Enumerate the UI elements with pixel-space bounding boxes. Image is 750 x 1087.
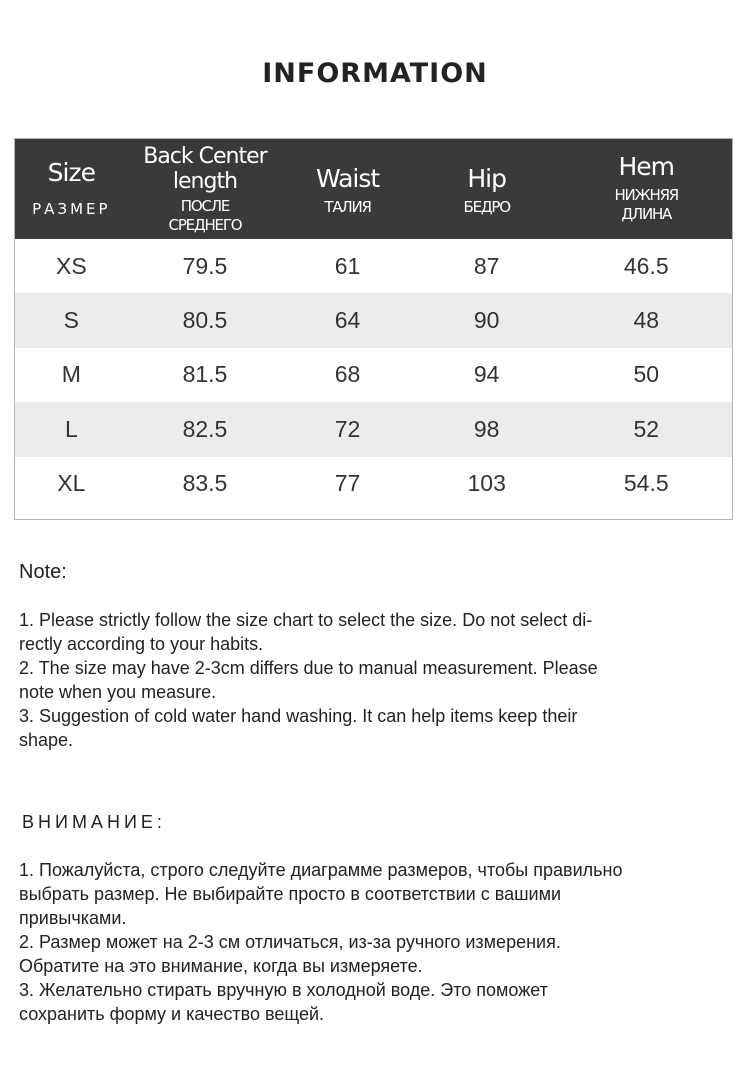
- cell-back-center-length: 81.5: [182, 361, 228, 388]
- russian-note-line: 1. Пожалуйста, строго следуйте диаграмме размеров, чтобы правильно: [19, 860, 623, 880]
- page-title: INFORMATION: [262, 58, 488, 89]
- note-line: 3. Suggestion of cold water hand washing. It can help items keep their: [19, 706, 578, 726]
- cell-waist: 68: [334, 361, 361, 388]
- cell-hip: 87: [473, 252, 500, 279]
- cell-back-center-length: 79.5: [182, 252, 228, 279]
- table-row: [15, 293, 732, 347]
- russian-note-line: 3. Желательно стирать вручную в холодной воде. Это поможет: [19, 980, 548, 1000]
- cell-hip: 103: [467, 470, 506, 497]
- cell-hem: 54.5: [623, 470, 669, 497]
- cell-hem: 50: [633, 361, 660, 388]
- note-heading: Note:: [19, 561, 67, 583]
- header-size-ru: РАЗМЕР: [32, 199, 111, 218]
- cell-hip: 94: [473, 361, 500, 388]
- cell-hip: 98: [473, 415, 500, 442]
- table-header: [15, 139, 732, 239]
- cell-size: XL: [57, 470, 86, 497]
- cell-size: M: [61, 361, 81, 388]
- header-hip-ru: БЕДРО: [463, 197, 510, 216]
- table-row: [15, 402, 732, 456]
- header-waist-ru: ТАЛИЯ: [324, 197, 371, 216]
- header-waist-label: Waist: [315, 163, 380, 193]
- russian-note-body: [19, 858, 731, 1026]
- cell-waist: 72: [334, 415, 361, 442]
- note-line: note when you measure.: [19, 682, 217, 702]
- header-size-label: Size: [47, 157, 95, 187]
- table-bottom-padding: [15, 511, 732, 519]
- russian-note-line: 2. Размер может на 2-3 см отличаться, из-за ручного измерения.: [19, 932, 561, 952]
- header-back-center-length-ru: ПОСЛЕ СРЕДНЕГО: [168, 196, 242, 234]
- cell-size: XS: [56, 252, 87, 279]
- header-hem-label: Hem: [618, 152, 675, 181]
- note-line: 1. Please strictly follow the size chart to select the size. Do not select di-: [19, 610, 593, 630]
- russian-note-heading: ВНИМАНИЕ:: [22, 812, 166, 832]
- header-back-center-length: [128, 139, 283, 239]
- table-row: [15, 348, 732, 402]
- cell-waist: 64: [334, 307, 361, 334]
- cell-hem: 48: [633, 307, 660, 334]
- cell-back-center-length: 83.5: [182, 470, 228, 497]
- header-back-center-length-label: Back Center length: [143, 143, 267, 194]
- cell-hem: 52: [633, 415, 660, 442]
- russian-note-line: привычками.: [19, 908, 127, 928]
- cell-waist: 61: [334, 252, 361, 279]
- cell-hem: 46.5: [623, 252, 669, 279]
- header-hem: [560, 139, 732, 239]
- russian-note-line: сохранить форму и качество вещей.: [19, 1004, 325, 1024]
- table-row: [15, 457, 732, 511]
- russian-note-line: выбрать размер. Не выбирайте просто в соответствии с вашими: [19, 884, 562, 904]
- header-size: [15, 139, 128, 239]
- cell-hip: 90: [473, 307, 500, 334]
- russian-note-line: Обратите на это внимание, когда вы измеряете.: [19, 956, 423, 976]
- size-chart-table: [14, 138, 733, 520]
- cell-size: L: [64, 415, 78, 442]
- table-row: [15, 239, 732, 293]
- note-line: shape.: [19, 730, 74, 750]
- header-waist: [282, 139, 413, 239]
- header-hip: [413, 139, 561, 239]
- header-hem-ru: НИЖНЯЯ ДЛИНА: [614, 186, 679, 223]
- cell-size: S: [63, 307, 80, 334]
- cell-back-center-length: 82.5: [182, 415, 228, 442]
- note-line: 2. The size may have 2-3cm differs due to manual measurement. Please: [19, 658, 598, 678]
- cell-back-center-length: 80.5: [182, 307, 228, 334]
- note-body: [19, 608, 731, 752]
- cell-waist: 77: [334, 470, 361, 497]
- header-hip-label: Hip: [467, 163, 506, 193]
- note-line: rectly according to your habits.: [19, 634, 264, 654]
